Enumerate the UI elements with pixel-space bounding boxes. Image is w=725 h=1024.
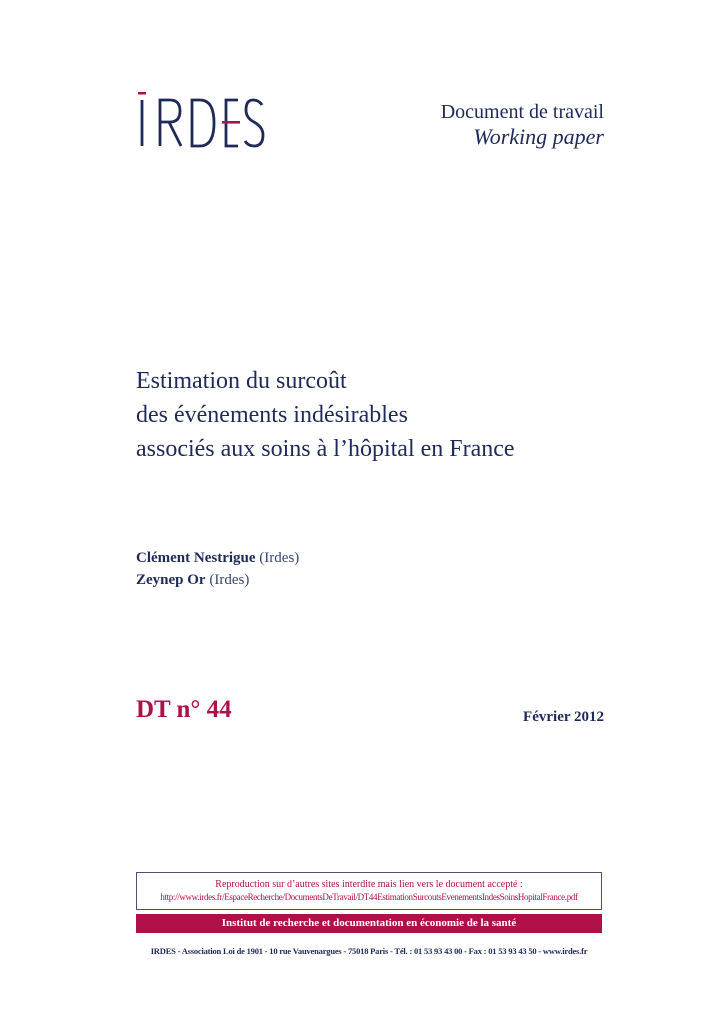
document-number: DT n° 44	[136, 696, 232, 723]
title-line: Estimation du surcoût	[136, 368, 347, 394]
author-name: Zeynep Or	[136, 572, 206, 588]
reproduction-notice: Reproduction sur d’autres sites interdite mais lien vers le document accepté :	[215, 879, 523, 890]
authors-block	[136, 547, 299, 591]
document-title	[136, 364, 656, 466]
reproduction-notice-box	[136, 872, 602, 910]
footer-contact: IRDES - Association Loi de 1901 - 10 rue Vauvenargues - 75018 Paris - Tél. : 01 53 93 43 00 - Fax : 01 53 93 43 50 - www.irdes.fr	[150, 946, 588, 956]
title-line: associés aux soins à l’hôpital en France	[136, 436, 515, 462]
doc-type-english: Working paper	[473, 124, 604, 149]
irdes-logo	[136, 86, 266, 152]
document-url-link[interactable]: http://www.irdes.fr/EspaceRecherche/DocumentsDeTravail/DT44EstimationSurcoutsEvenementsIndesSoinsHopitalFrance.pdf	[160, 892, 578, 902]
author	[136, 569, 299, 591]
title-line: des événements indésirables	[136, 402, 408, 428]
author-name: Clément Nestrigue	[136, 550, 256, 566]
author-affiliation: (Irdes)	[259, 550, 300, 566]
irdes-logo-mark	[136, 86, 266, 152]
institute-banner: Institut de recherche et documentation en économie de la santé	[136, 914, 602, 933]
publication-date: Février 2012	[523, 709, 604, 725]
author-affiliation: (Irdes)	[209, 572, 250, 588]
author	[136, 547, 299, 569]
doc-type-french: Document de travail	[440, 101, 604, 123]
